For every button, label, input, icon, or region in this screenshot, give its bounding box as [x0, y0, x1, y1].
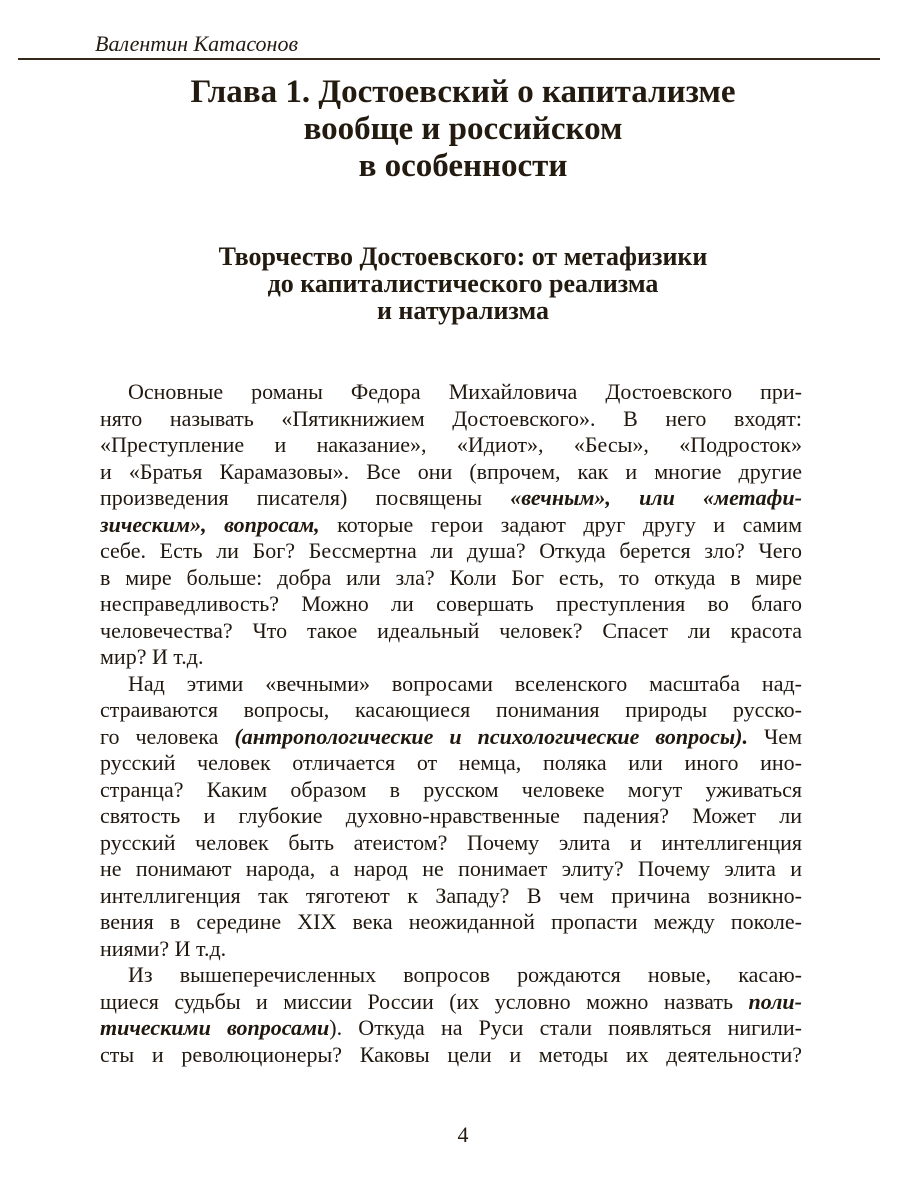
text-line [100, 591, 802, 618]
text-line [100, 777, 802, 804]
plain-text: Основные романы Федора Михайловича Достоевского при- [128, 379, 802, 404]
plain-text: нято называть «Пятикнижием Достоевского». В него входят: [100, 405, 802, 431]
plain-text: произведения писателя) посвящены [100, 485, 511, 510]
paragraph [100, 671, 802, 963]
section-title-line: Творчество Достоевского: от метафизики [218, 242, 708, 271]
plain-text: го человека [100, 723, 235, 749]
plain-text: человечества? Что такое идеальный человек? Спасет ли красота [100, 617, 802, 643]
emphasis-text: поли- [748, 988, 802, 1014]
text-line [100, 909, 802, 936]
chapter-title-line: Глава 1. Достоевский о капитализме [190, 74, 736, 110]
text-line [100, 936, 802, 963]
emphasis-text: (антропологические и психологические вопросы). [234, 723, 748, 749]
plain-text: ниями? И т.д. [100, 935, 227, 961]
plain-text: мир? И т.д. [100, 644, 204, 669]
plain-text: которые герои задают друг другу и самим [319, 511, 802, 537]
plain-text: Над этими «вечными» вопросами вселенского масштаба над- [128, 670, 802, 696]
plain-text: ). Откуда на Руси стали появляться нигили- [329, 1015, 802, 1040]
plain-text: страиваются вопросы, касающиеся понимания природы русско- [100, 697, 802, 722]
text-line [100, 618, 802, 645]
running-header-author: Валентин Катасонов [95, 31, 299, 56]
paragraph [100, 962, 802, 1068]
text-line [100, 830, 802, 857]
emphasis-text: тическими вопросами [100, 1015, 330, 1040]
text-line [100, 485, 802, 512]
text-line [100, 538, 802, 565]
plain-text: себе. Есть ли Бог? Бессмертна ли душа? Откуда берется зло? Чего [100, 538, 802, 563]
paragraph [100, 379, 802, 671]
plain-text: щиеся судьбы и миссии России (их условно можно назвать [100, 988, 749, 1014]
text-line [100, 856, 802, 883]
plain-text: сты и революционеры? Каковы цели и методы их деятельности? [100, 1041, 802, 1067]
plain-text: и «Братья Карамазовы». Все они (впрочем, как и многие другие [100, 458, 802, 484]
section-title-line: и натурализма [376, 296, 550, 325]
plain-text: не понимают народа, а народ не понимает элиту? Почему элита и [100, 856, 802, 881]
text-line [100, 406, 802, 433]
chapter-title-line: в особенности [358, 148, 568, 184]
plain-text: несправедливость? Можно ли совершать преступления во благо [100, 591, 802, 616]
text-line [100, 750, 802, 777]
text-line [100, 883, 802, 910]
text-line [100, 379, 802, 406]
header-divider [18, 58, 880, 60]
plain-text: Чем [748, 723, 802, 749]
plain-text: русский человек быть атеистом? Почему элита и интеллигенция [100, 829, 802, 855]
plain-text: русский человек отличается от немца, поляка или иного ино- [100, 750, 802, 775]
text-line [100, 565, 802, 592]
section-title-line: до капиталистического реализма [267, 269, 659, 298]
emphasis-text: зическим», вопросам, [100, 511, 320, 537]
plain-text: святость и глубокие духовно-нравственные падения? Может ли [100, 803, 802, 828]
text-line [100, 644, 802, 671]
text-line [100, 803, 802, 830]
text-line [100, 1015, 802, 1042]
chapter-title [100, 74, 826, 185]
page-number: 4 [457, 1122, 469, 1147]
text-line [100, 697, 802, 724]
emphasis-text: «вечным», или «метафи- [510, 485, 802, 510]
section-title [100, 243, 826, 324]
text-line [100, 512, 802, 539]
plain-text: странца? Каким образом в русском человеке могут уживаться [100, 776, 802, 802]
text-line [100, 962, 802, 989]
text-line [100, 459, 802, 486]
text-line [100, 724, 802, 751]
plain-text: вения в середине XIX века неожиданной пропасти между поколе- [100, 909, 802, 934]
text-line [100, 671, 802, 698]
plain-text: «Преступление и наказание», «Идиот», «Бесы», «Подросток» [100, 432, 802, 457]
plain-text: интеллигенция так тяготеют к Западу? В чем причина возникно- [100, 882, 802, 908]
text-line [100, 989, 802, 1016]
body-text [100, 379, 802, 1068]
plain-text: в мире больше: добра или зла? Коли Бог есть, то откуда в мире [100, 564, 802, 590]
text-line [100, 1042, 802, 1069]
text-line [100, 432, 802, 459]
plain-text: Из вышеперечисленных вопросов рождаются новые, касаю- [128, 962, 802, 987]
chapter-title-line: вообще и российском [303, 111, 623, 147]
